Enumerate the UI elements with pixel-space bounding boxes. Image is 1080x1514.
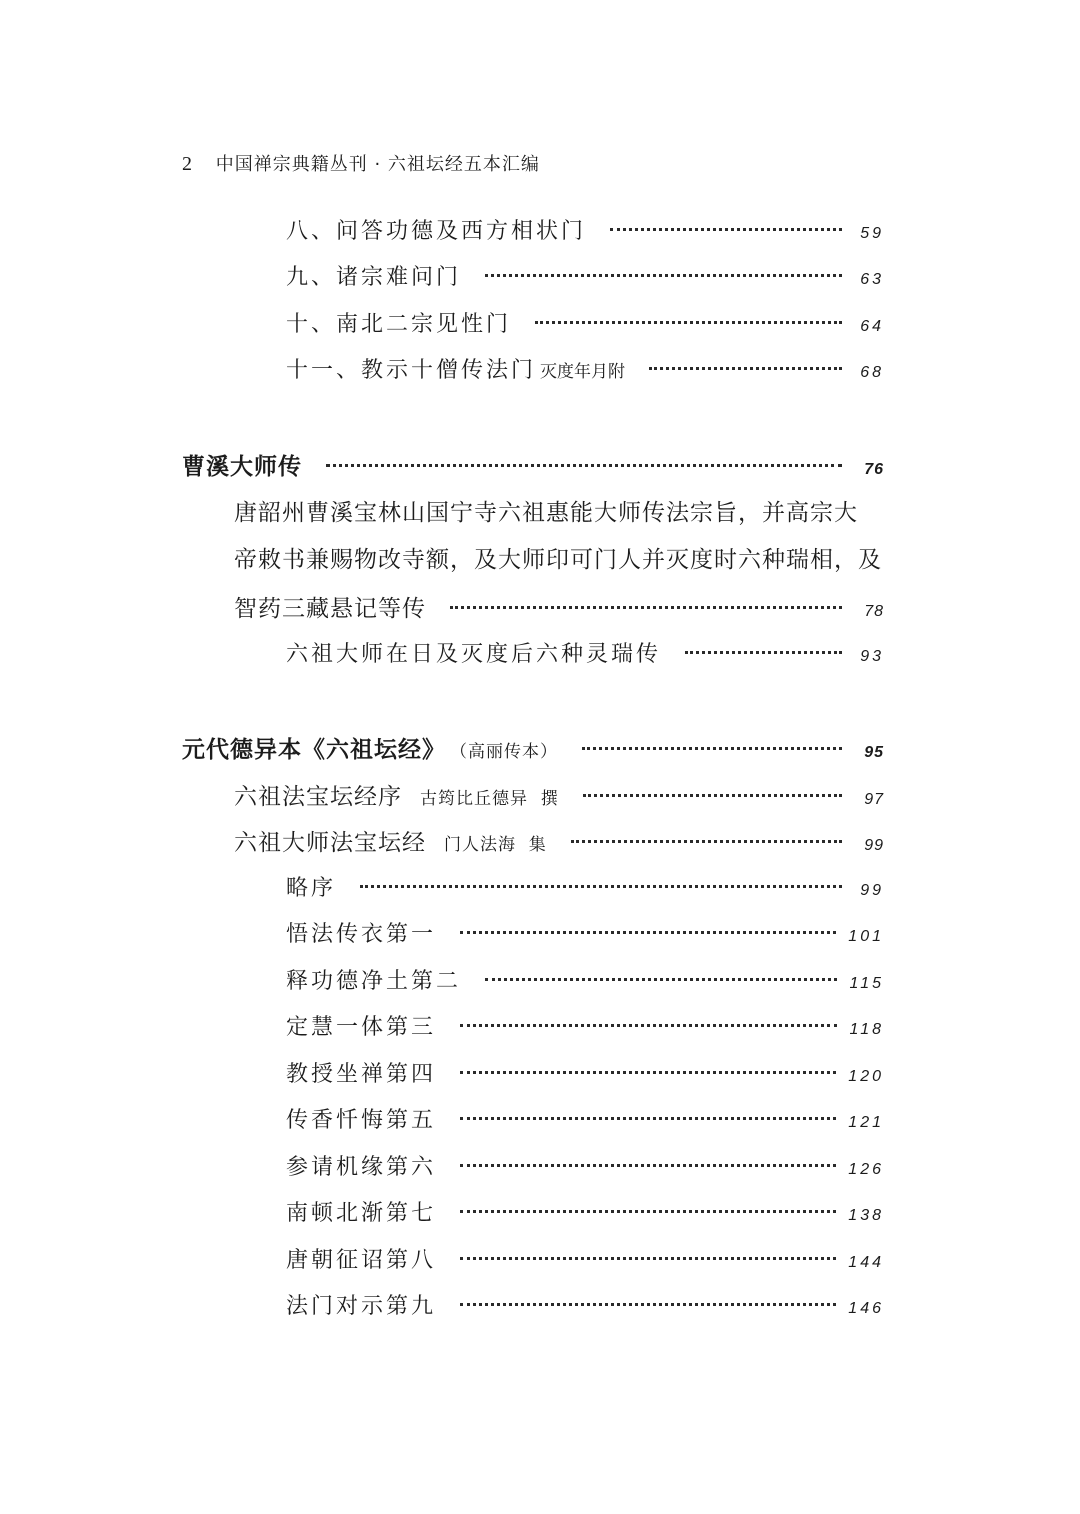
toc-entry[interactable] <box>286 307 884 338</box>
dot-leader <box>583 794 842 797</box>
toc-entry-page: 97 <box>864 791 884 808</box>
section-page: 76 <box>864 461 884 478</box>
toc-entry-title: 南顿北渐第七 <box>286 1201 437 1226</box>
toc-entry-page: 138 <box>848 1207 884 1224</box>
section-page: 95 <box>864 744 884 761</box>
toc-entry[interactable] <box>234 824 884 857</box>
toc-entry[interactable] <box>286 637 884 668</box>
toc-entry-title: 八、问答功德及西方相状门 <box>286 219 587 244</box>
toc-entry-title: 唐朝征诏第八 <box>286 1248 437 1273</box>
toc-entry[interactable] <box>286 260 884 291</box>
dot-leader <box>450 606 842 609</box>
dot-leader <box>485 978 837 981</box>
toc-entry-title: 六祖大师法宝坛经 <box>234 830 426 856</box>
toc-entry[interactable] <box>286 1243 884 1274</box>
toc-entry[interactable] <box>234 590 884 623</box>
toc-entry-page: 115 <box>849 975 884 992</box>
toc-entry-title: 六祖法宝坛经序 <box>234 784 402 810</box>
toc-entry-title: 悟法传衣第一 <box>286 922 437 947</box>
dot-leader <box>460 1257 836 1260</box>
toc-entry-page: 121 <box>848 1114 884 1131</box>
dot-leader <box>460 1117 836 1120</box>
toc-section-heading[interactable] <box>182 731 884 764</box>
toc-entry-title: 略序 <box>286 876 337 901</box>
section-title: 曹溪大师传 <box>182 454 302 480</box>
dot-leader <box>326 464 842 467</box>
toc-entry-title: 九、诸宗难问门 <box>286 265 462 290</box>
toc-entry[interactable] <box>234 778 884 811</box>
toc-entry[interactable] <box>286 1057 884 1088</box>
toc-section-heading[interactable] <box>182 448 884 481</box>
section-title: 元代德异本《六祖坛经》 <box>182 737 446 763</box>
toc-entry[interactable] <box>286 1150 884 1181</box>
toc-entry-note: 古筠比丘德异 撰 <box>420 789 559 809</box>
dot-leader <box>460 1210 836 1213</box>
dot-leader <box>360 885 842 888</box>
toc-entry-title: 十一、教示十僧传法门 <box>286 358 537 383</box>
toc-entry-title: 定慧一体第三 <box>286 1015 437 1040</box>
header-title: 中国禅宗典籍丛刊 · 六祖坛经五本汇编 <box>215 154 540 175</box>
toc-entry[interactable] <box>286 1196 884 1227</box>
dot-leader <box>582 747 842 750</box>
toc-entry-note: 门人法海 集 <box>444 835 547 855</box>
toc-entry-title: 法门对示第九 <box>286 1294 437 1319</box>
toc-entry-title: 十、南北二宗见性门 <box>286 312 512 337</box>
long-entry-line: 帝敕书兼赐物改寺额，及大师印可门人并灭度时六种瑞相，及 <box>234 547 882 573</box>
dot-leader <box>460 931 836 934</box>
toc-entry-page: 99 <box>864 837 884 854</box>
long-entry-line: 唐韶州曹溪宝林山国宁寺六祖惠能大师传法宗旨，并高宗大 <box>234 500 858 526</box>
toc-entry-title: 教授坐禅第四 <box>286 1062 437 1087</box>
toc-entry-page: 126 <box>848 1161 884 1178</box>
dot-leader <box>571 840 842 843</box>
section-note: （高丽传本） <box>450 742 558 762</box>
toc-entry-title: 智药三藏悬记等传 <box>234 596 426 622</box>
dot-leader <box>649 367 842 370</box>
toc-entry-page: 99 <box>860 882 884 899</box>
dot-leader <box>485 274 842 277</box>
dot-leader <box>460 1164 836 1167</box>
running-header <box>182 150 540 176</box>
dot-leader <box>460 1024 837 1027</box>
toc-entry-title: 释功德净土第二 <box>286 969 462 994</box>
toc-entry[interactable] <box>286 1010 884 1041</box>
dot-leader <box>535 321 842 324</box>
toc-entry-page: 120 <box>848 1068 884 1085</box>
toc-entry-page: 93 <box>860 648 884 665</box>
toc-entry-page: 63 <box>860 271 884 288</box>
toc-entry[interactable] <box>286 353 884 384</box>
toc-entry-title: 传香忏悔第五 <box>286 1108 437 1133</box>
header-page-number: 2 <box>182 153 193 175</box>
toc-entry[interactable] <box>286 214 884 245</box>
dot-leader <box>460 1071 836 1074</box>
toc-entry[interactable] <box>286 1289 884 1320</box>
toc-entry-page: 146 <box>848 1300 884 1317</box>
toc-entry-page: 59 <box>860 225 884 242</box>
long-toc-entry[interactable] <box>234 490 886 584</box>
toc-entry[interactable] <box>286 1103 884 1134</box>
toc-entry-page: 118 <box>849 1021 884 1038</box>
toc-entry-title: 六祖大师在日及灭度后六种灵瑞传 <box>286 642 662 667</box>
toc-entry-page: 101 <box>848 928 884 945</box>
toc-entry-page: 144 <box>848 1254 884 1271</box>
toc-entry-page: 68 <box>860 364 884 381</box>
dot-leader <box>610 228 842 231</box>
toc-entry-note: 灭度年月附 <box>540 362 626 382</box>
toc-entry-page: 64 <box>860 318 884 335</box>
toc-entry[interactable] <box>286 964 884 995</box>
toc-entry[interactable] <box>286 917 884 948</box>
dot-leader <box>685 651 842 654</box>
toc-entry-title: 参请机缘第六 <box>286 1155 437 1180</box>
toc-entry-page: 78 <box>864 603 884 620</box>
dot-leader <box>460 1303 836 1306</box>
toc-entry[interactable] <box>286 871 884 902</box>
